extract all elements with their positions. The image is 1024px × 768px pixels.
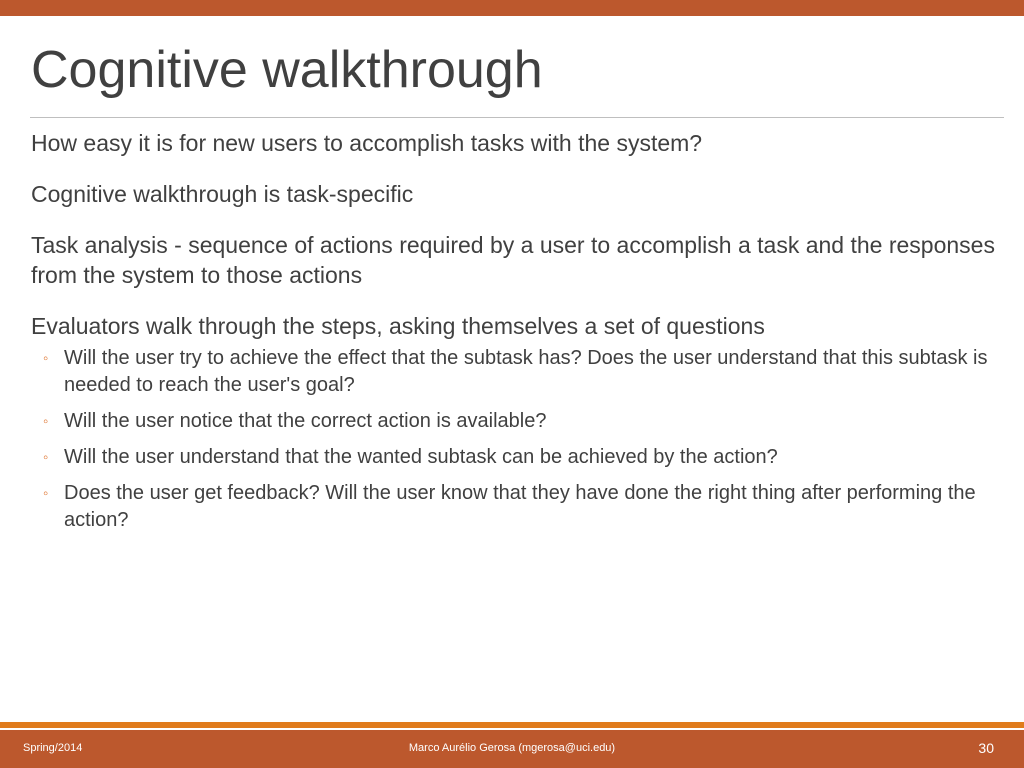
bullet-item: How easy it is for new users to accomplish tasks with the system? <box>31 130 703 156</box>
sub-bullet-text: Will the user try to achieve the effect that the subtask has? Does the user understand that this subtask is needed to reach the user's goal? <box>64 347 988 396</box>
footer-date: Spring/2014 <box>23 742 83 754</box>
sub-bullet-list <box>31 345 1006 534</box>
sub-bullet-item <box>31 408 1006 435</box>
footer-author: Marco Aurélio Gerosa (mgerosa@uci.edu) <box>408 742 616 754</box>
bullet-item: Evaluators walk through the steps, asking themselves a set of questions <box>31 313 765 339</box>
circle-bullet-icon: ◦ <box>43 449 49 466</box>
circle-bullet-icon: ◦ <box>43 350 49 367</box>
slide-number: 30 <box>978 740 994 756</box>
slide-title: Cognitive walkthrough <box>31 41 543 99</box>
sub-bullet-item <box>31 345 1006 399</box>
footer-bar <box>0 730 1024 768</box>
sub-bullet-item <box>31 480 1006 534</box>
bullet-item: Cognitive walkthrough is task-specific <box>31 181 414 207</box>
circle-bullet-icon: ◦ <box>43 413 49 430</box>
footer-accent-stripe <box>0 722 1024 728</box>
slide-content <box>31 128 1006 543</box>
title-divider <box>30 117 1004 118</box>
top-accent-bar <box>0 0 1024 16</box>
bullet-item: Task analysis - sequence of actions required by a user to accomplish a task and the responses from the system to those actions <box>31 232 995 288</box>
sub-bullet-text: Will the user notice that the correct action is available? <box>64 410 547 432</box>
sub-bullet-text: Will the user understand that the wanted subtask can be achieved by the action? <box>64 446 778 468</box>
sub-bullet-text: Does the user get feedback? Will the user know that they have done the right thing after performing the action? <box>64 482 976 531</box>
sub-bullet-item <box>31 444 1006 471</box>
circle-bullet-icon: ◦ <box>43 485 49 502</box>
